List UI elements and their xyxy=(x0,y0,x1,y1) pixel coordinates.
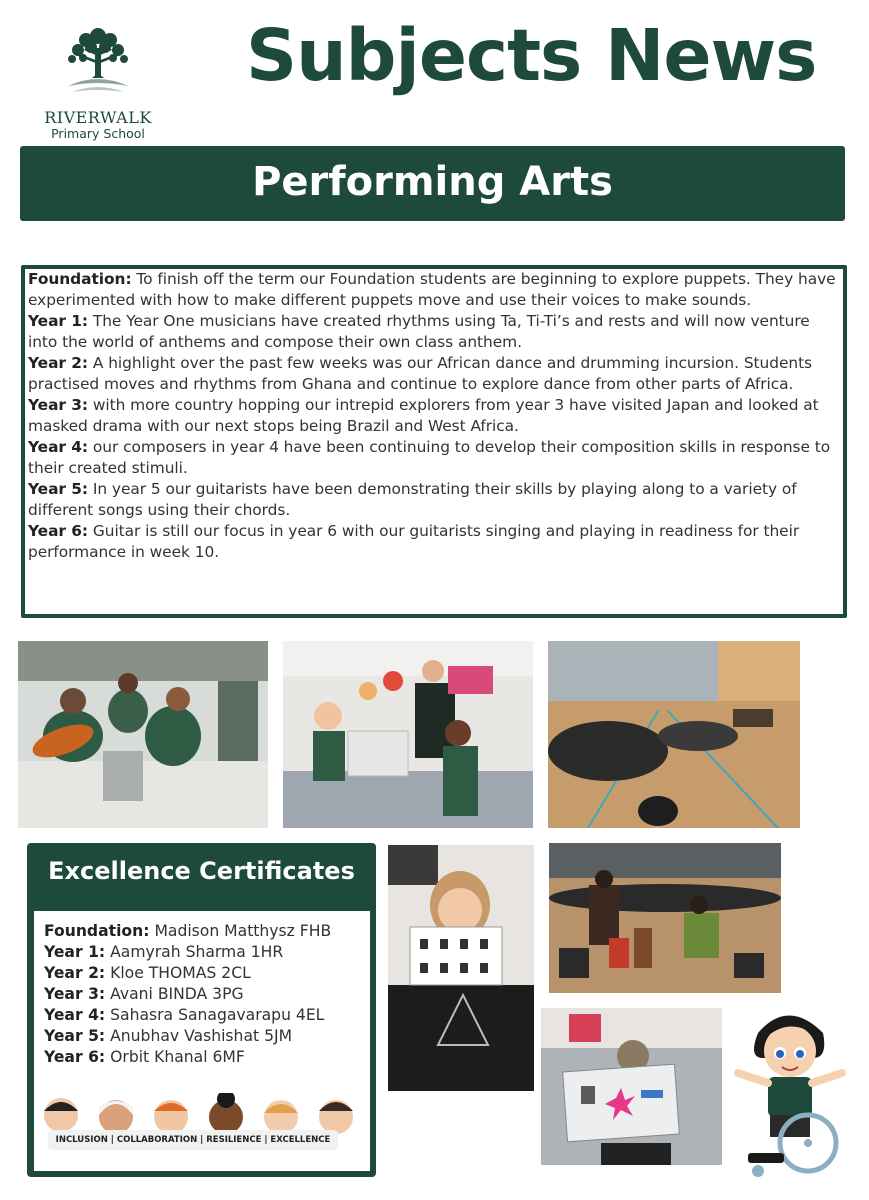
certificates-list xyxy=(44,921,331,1068)
certificate-year-1: Year 1: Aamyrah Sharma 1HR xyxy=(44,943,284,961)
certificates-panel xyxy=(34,911,370,1171)
certificate-year-3: Year 3: Avani BINDA 3PG xyxy=(44,985,244,1003)
cartoon-wheelchair-boy xyxy=(728,1003,850,1183)
school-name: RIVERWALK xyxy=(44,108,152,127)
certificate-year-2: Year 2: Kloe THOMAS 2CL xyxy=(44,964,251,982)
school-subtitle: Primary School xyxy=(51,126,145,141)
section-banner: Performing Arts xyxy=(20,146,845,221)
photo-puppets xyxy=(283,641,533,828)
update-year-5: Year 5: In year 5 our guitarists have been demonstrating their skills by playing along to a variety of different songs using their chords. xyxy=(28,480,797,519)
update-foundation: Foundation: To finish off the term our Foundation students are beginning to explore puppets. They have experimented with how to make different puppets move and use their voices to make sounds. xyxy=(28,270,836,309)
photo-girl-music-sheet xyxy=(388,845,534,1091)
photo-boy-worksheet xyxy=(541,1008,722,1165)
certificate-year-6: Year 6: Orbit Khanal 6MF xyxy=(44,1048,245,1066)
school-values: INCLUSION | COLLABORATION | RESILIENCE | EXCELLENCE xyxy=(48,1130,338,1150)
photo-african-drummers xyxy=(549,843,781,993)
certificate-foundation: Foundation: Madison Matthysz FHB xyxy=(44,922,332,940)
photo-gym-drumming xyxy=(548,641,800,828)
school-logo xyxy=(28,20,168,145)
excellence-certificates xyxy=(27,843,376,1177)
update-year-1: Year 1: The Year One musicians have created rhythms using Ta, Ti-Ti’s and rests and will now venture into the world of anthems and compose their own class anthem. xyxy=(28,312,810,351)
page-title: Subjects News xyxy=(246,14,817,97)
certificate-year-4: Year 4: Sahasra Sanagavarapu 4EL xyxy=(44,1006,325,1024)
update-year-4: Year 4: our composers in year 4 have been continuing to develop their composition skills in response to their created stimuli. xyxy=(28,438,831,477)
update-year-6: Year 6: Guitar is still our focus in year 6 with our guitarists singing and playing in readiness for their performance in week 10. xyxy=(28,522,800,561)
photo-guitar-class xyxy=(18,641,268,828)
certificates-title: Excellence Certificates xyxy=(48,857,355,885)
certificate-year-5: Year 5: Anubhav Vashishat 5JM xyxy=(44,1027,293,1045)
update-year-2: Year 2: A highlight over the past few weeks was our African dance and drumming incursion. Students practised moves and rhythms from Ghana and continue to explore dance from other parts of Africa. xyxy=(28,354,813,393)
tree-icon xyxy=(58,20,138,100)
update-year-3: Year 3: with more country hopping our intrepid explorers from year 3 have visited Japan and looked at masked drama with our next stops being Brazil and West Africa. xyxy=(28,396,819,435)
updates-box xyxy=(21,265,847,618)
